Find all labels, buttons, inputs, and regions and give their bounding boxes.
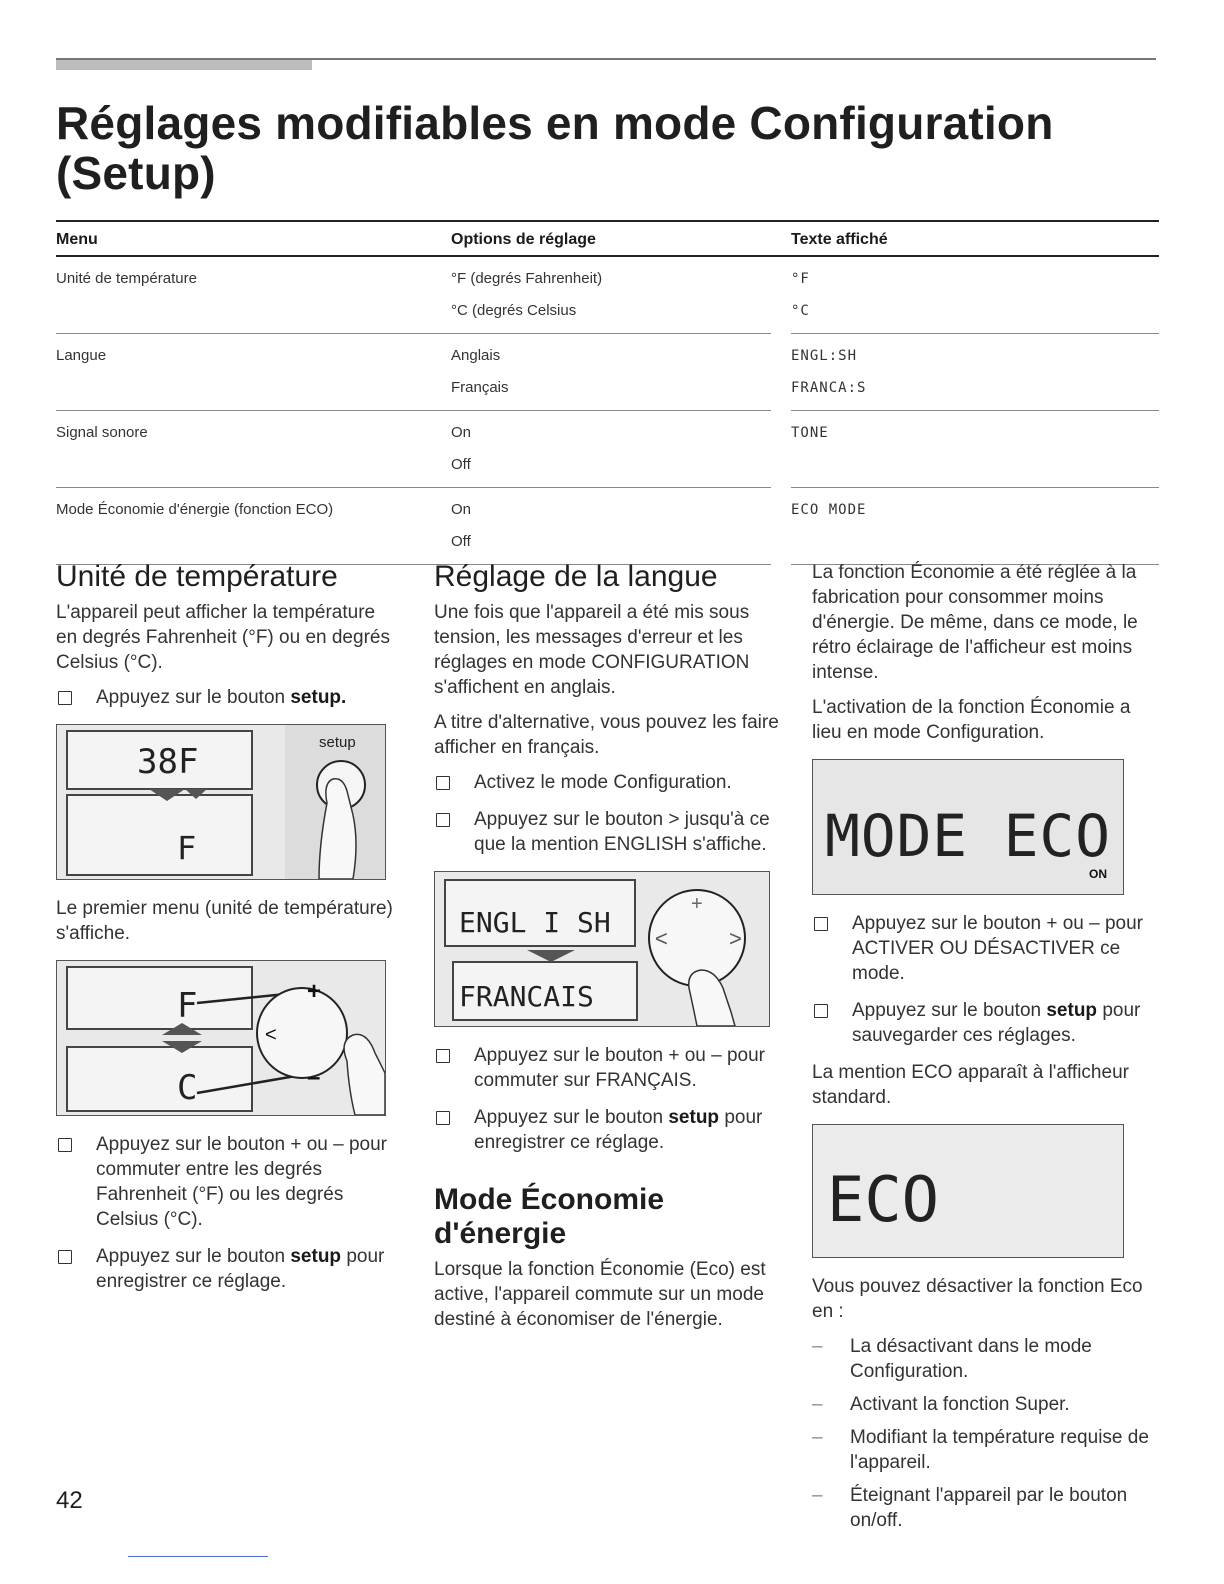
table-header-display: Texte affiché bbox=[791, 221, 1159, 256]
footer-line bbox=[128, 1556, 268, 1557]
table-cell-menu: Langue bbox=[56, 334, 451, 411]
table-cell-options: °F (degrés Fahrenheit) °C (degrés Celsius bbox=[451, 256, 771, 334]
table-cell-display: ENGL:SH FRANCA:S bbox=[791, 334, 1159, 411]
checkbox-bullet-icon bbox=[436, 813, 450, 827]
table-header-options: Options de réglage bbox=[451, 221, 771, 256]
lcd-top-text: 38F bbox=[137, 742, 199, 782]
lcd-bottom-text: C bbox=[177, 1068, 198, 1108]
illustration-language-switch bbox=[434, 871, 770, 1027]
paragraph: L'appareil peut afficher la température en degrés Fahrenheit (°F) ou en degrés Celsius (°C). bbox=[56, 602, 390, 673]
checkbox-bullet-icon bbox=[436, 1111, 450, 1125]
step-item: Appuyez sur le bouton setup. bbox=[56, 685, 401, 710]
table-row bbox=[56, 411, 1159, 488]
paragraph: La fonction Économie a été réglée à la fabrication pour consommer moins d'énergie. De même, dans ce mode, le rétro éclairage de l'afficheur est moins intense. bbox=[812, 562, 1138, 683]
page-title: Réglages modifiables en mode Configuration (Setup) bbox=[56, 97, 1054, 199]
settings-table bbox=[56, 220, 1159, 565]
header-rule bbox=[56, 58, 1156, 60]
lcd-text: ECO bbox=[827, 1163, 939, 1236]
checkbox-bullet-icon bbox=[58, 1138, 72, 1152]
table-cell-menu: Unité de température bbox=[56, 256, 451, 334]
illustration-plus-minus-temperature bbox=[56, 960, 386, 1116]
lcd-text: MODE ECO bbox=[825, 802, 1110, 870]
checkbox-bullet-icon bbox=[436, 776, 450, 790]
chevron-right-icon: > bbox=[729, 926, 742, 951]
step-item: Appuyez sur le bouton setup pour sauvegarder ces réglages. bbox=[812, 998, 1157, 1048]
column-temperature bbox=[56, 560, 401, 1306]
table-header-menu: Menu bbox=[56, 221, 451, 256]
paragraph: A titre d'alternative, vous pouvez les faire afficher en français. bbox=[434, 712, 779, 758]
table-row bbox=[56, 488, 1159, 565]
column-language bbox=[434, 560, 779, 1342]
lcd-bottom-text: F bbox=[177, 829, 197, 867]
checkbox-bullet-icon bbox=[814, 917, 828, 931]
table-cell-options: Anglais Français bbox=[451, 334, 771, 411]
page-number: 42 bbox=[56, 1487, 83, 1514]
table-cell-display: ECO MODE bbox=[791, 488, 1159, 565]
paragraph: Le premier menu (unité de température) s'affiche. bbox=[56, 898, 393, 944]
illustration-setup-button bbox=[56, 724, 386, 880]
chevron-left-icon: < bbox=[265, 1024, 277, 1046]
minus-label: – bbox=[307, 1064, 321, 1091]
step-item: Appuyez sur le bouton + ou – pour commuter sur FRANÇAIS. bbox=[434, 1043, 779, 1093]
checkbox-bullet-icon bbox=[58, 691, 72, 705]
step-item: Appuyez sur le bouton > jusqu'à ce que la mention ENGLISH s'affiche. bbox=[434, 807, 779, 857]
list-item: – Activant la fonction Super. bbox=[812, 1394, 1070, 1415]
column-eco bbox=[812, 560, 1157, 1541]
list-item: – Modifiant la température requise de l'appareil. bbox=[812, 1427, 1149, 1473]
section-heading-language: Réglage de la langue bbox=[434, 560, 718, 593]
setup-label: setup bbox=[319, 734, 356, 751]
paragraph: Vous pouvez désactiver la fonction Eco en : bbox=[812, 1276, 1143, 1322]
table-cell-menu: Mode Économie d'énergie (fonction ECO) bbox=[56, 488, 451, 565]
plus-label: + bbox=[307, 978, 322, 1005]
checkbox-bullet-icon bbox=[58, 1250, 72, 1264]
table-cell-options: On Off bbox=[451, 411, 771, 488]
section-heading-temperature: Unité de température bbox=[56, 560, 338, 593]
plus-label: + bbox=[691, 893, 703, 915]
table-cell-display: °F °C bbox=[791, 256, 1159, 334]
list-item: – Éteignant l'appareil par le bouton on/off. bbox=[812, 1485, 1128, 1531]
table-cell-display: TONE bbox=[791, 411, 1159, 488]
illustration-eco-display bbox=[812, 1124, 1124, 1258]
step-item: Appuyez sur le bouton setup pour enregistrer ce réglage. bbox=[434, 1105, 779, 1155]
table-header-row bbox=[56, 221, 1159, 256]
lcd-bottom-text: FRANCAIS bbox=[459, 980, 594, 1013]
illustration-mode-eco bbox=[812, 759, 1124, 895]
step-item: Appuyez sur le bouton + ou – pour commuter entre les degrés Fahrenheit (°F) ou les degrés Celsius (°C). bbox=[56, 1132, 401, 1232]
table-cell-options: On Off bbox=[451, 488, 771, 565]
section-heading-eco: Mode Économie d'énergie bbox=[434, 1183, 665, 1250]
on-indicator: ON bbox=[1089, 867, 1107, 881]
table-cell-menu: Signal sonore bbox=[56, 411, 451, 488]
paragraph: La mention ECO apparaît à l'afficheur standard. bbox=[812, 1062, 1129, 1108]
checkbox-bullet-icon bbox=[814, 1004, 828, 1018]
list-item: – La désactivant dans le mode Configuration. bbox=[812, 1336, 1092, 1382]
step-item: Appuyez sur le bouton + ou – pour ACTIVER OU DÉSACTIVER ce mode. bbox=[812, 911, 1157, 986]
paragraph: Une fois que l'appareil a été mis sous tension, les messages d'erreur et les réglages en mode CONFIGURATION s'affichent en anglais. bbox=[434, 602, 750, 698]
chevron-left-icon: < bbox=[655, 926, 668, 951]
lcd-top-text: ENGL I SH bbox=[459, 906, 611, 939]
lcd-top-text: F bbox=[177, 986, 198, 1026]
table-row bbox=[56, 256, 1159, 334]
checkbox-bullet-icon bbox=[436, 1049, 450, 1063]
paragraph: Lorsque la fonction Économie (Eco) est active, l'appareil commute sur un mode destiné à économiser de l'énergie. bbox=[434, 1259, 766, 1330]
table-row bbox=[56, 334, 1159, 411]
paragraph: L'activation de la fonction Économie a lieu en mode Configuration. bbox=[812, 697, 1131, 743]
step-item: Appuyez sur le bouton setup pour enregistrer ce réglage. bbox=[56, 1244, 401, 1294]
step-item: Activez le mode Configuration. bbox=[434, 770, 779, 795]
